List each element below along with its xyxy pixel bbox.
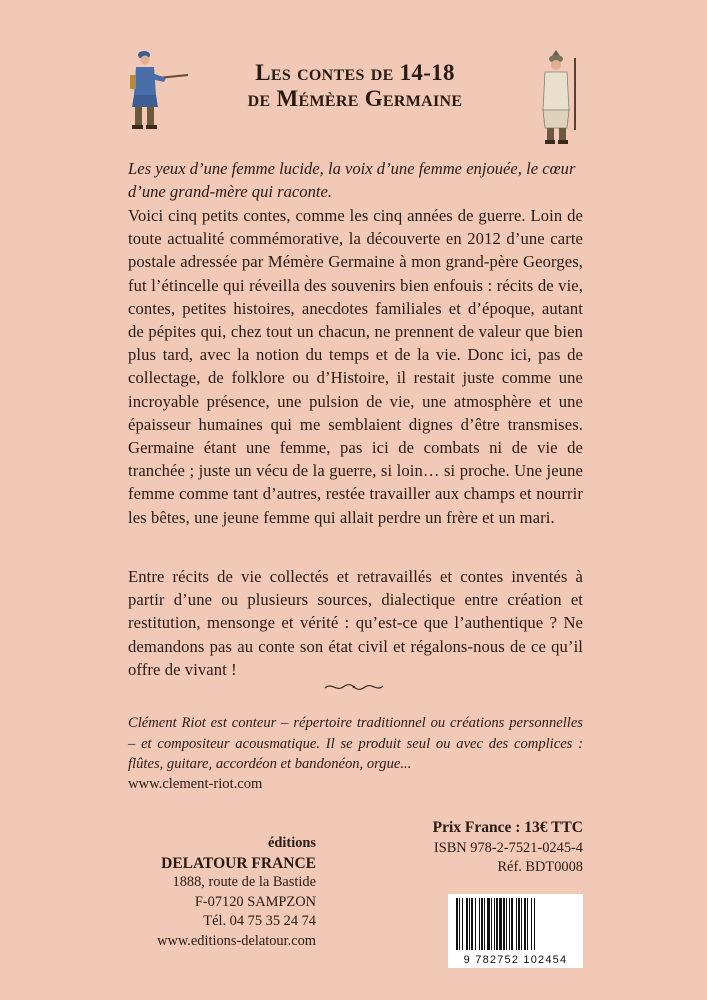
publisher-name: DELATOUR FRANCE (161, 854, 316, 872)
ornament-flourish-icon (323, 680, 385, 694)
paragraph-2: Entre récits de vie collectés et retravaillés et contes inventés à partir d’une ou plusieurs sources, dialectique entre création et restitution, mensonge et vérité : qu’est-ce que l’authentique ? Ne demandons pas au conte son état civil et régalons-nous de ce qu’il offre de vivant ! (128, 567, 583, 679)
paragraph-1: Voici cinq petits contes, comme les cinq années de guerre. Loin de toute actualité commémorative, la découverte en 2012 d’une carte postale adressée par Mémère Germaine à mon grand-père Georges, fut l’étincelle qui réveilla des souvenirs bien enfouis : récits de vie, contes, petites histoires, anecdotes familiales et d’époque, autant de pépites qui, chez tout un chacun, ne prennent de valeur que bien plus tard, avec la notion du temps et de la vie. Donc ici, pas de collectage, de folklore ou d’Histoire, il restait juste comme une incroyable présence, une pulsion de vie, une atmosphère et une épaisseur humaines qui me semblaient dignes d’être transmises. Germaine étant une femme, pas ici de combats ni de vie de tranchée ; juste un vécu de la guerre, si loin… si proche. Une jeune femme comme tant d’autres, restée travailler aux champs et nourrir les bêtes, une jeune femme qui allait perdre un frère et un mari. (128, 206, 583, 527)
barcode-number: 9 782752 102454 (463, 954, 568, 966)
soldier-blue-icon (118, 45, 190, 135)
publisher-label: éditions (268, 835, 316, 851)
price-block (400, 818, 583, 878)
publisher-phone: Tél. 04 75 35 24 74 (203, 913, 316, 929)
author-bio: Clément Riot est conteur – répertoire traditionnel ou créations personnelles – et compositeur acousmatique. Il se produit seul ou avec des complices : flûtes, guitare, accordéon et bandonéon, orgue... (128, 715, 583, 772)
title-line-2: de Mémère Germaine (247, 86, 463, 112)
book-title (200, 60, 510, 113)
title-line-1: Les contes de 14-18 (255, 60, 455, 85)
publisher-website-link[interactable]: www.editions-delatour.com (157, 932, 316, 949)
publisher-address-1: 1888, route de la Bastide (172, 874, 316, 890)
barcode-icon (448, 894, 583, 968)
soldier-german-icon (535, 50, 583, 145)
publisher-block (128, 834, 316, 951)
intro-quote: Les yeux d’une femme lucide, la voix d’une femme enjouée, le cœur d’une grand-mère qui raconte. (128, 159, 576, 201)
reference: Réf. BDT0008 (497, 859, 583, 875)
publisher-address-2: F-07120 SAMPZON (194, 893, 316, 910)
price: Prix France : 13€ TTC (432, 819, 583, 836)
author-website-link[interactable]: www.clement-riot.com (128, 776, 263, 792)
isbn: ISBN 978-2-7521-0245-4 (433, 839, 583, 856)
